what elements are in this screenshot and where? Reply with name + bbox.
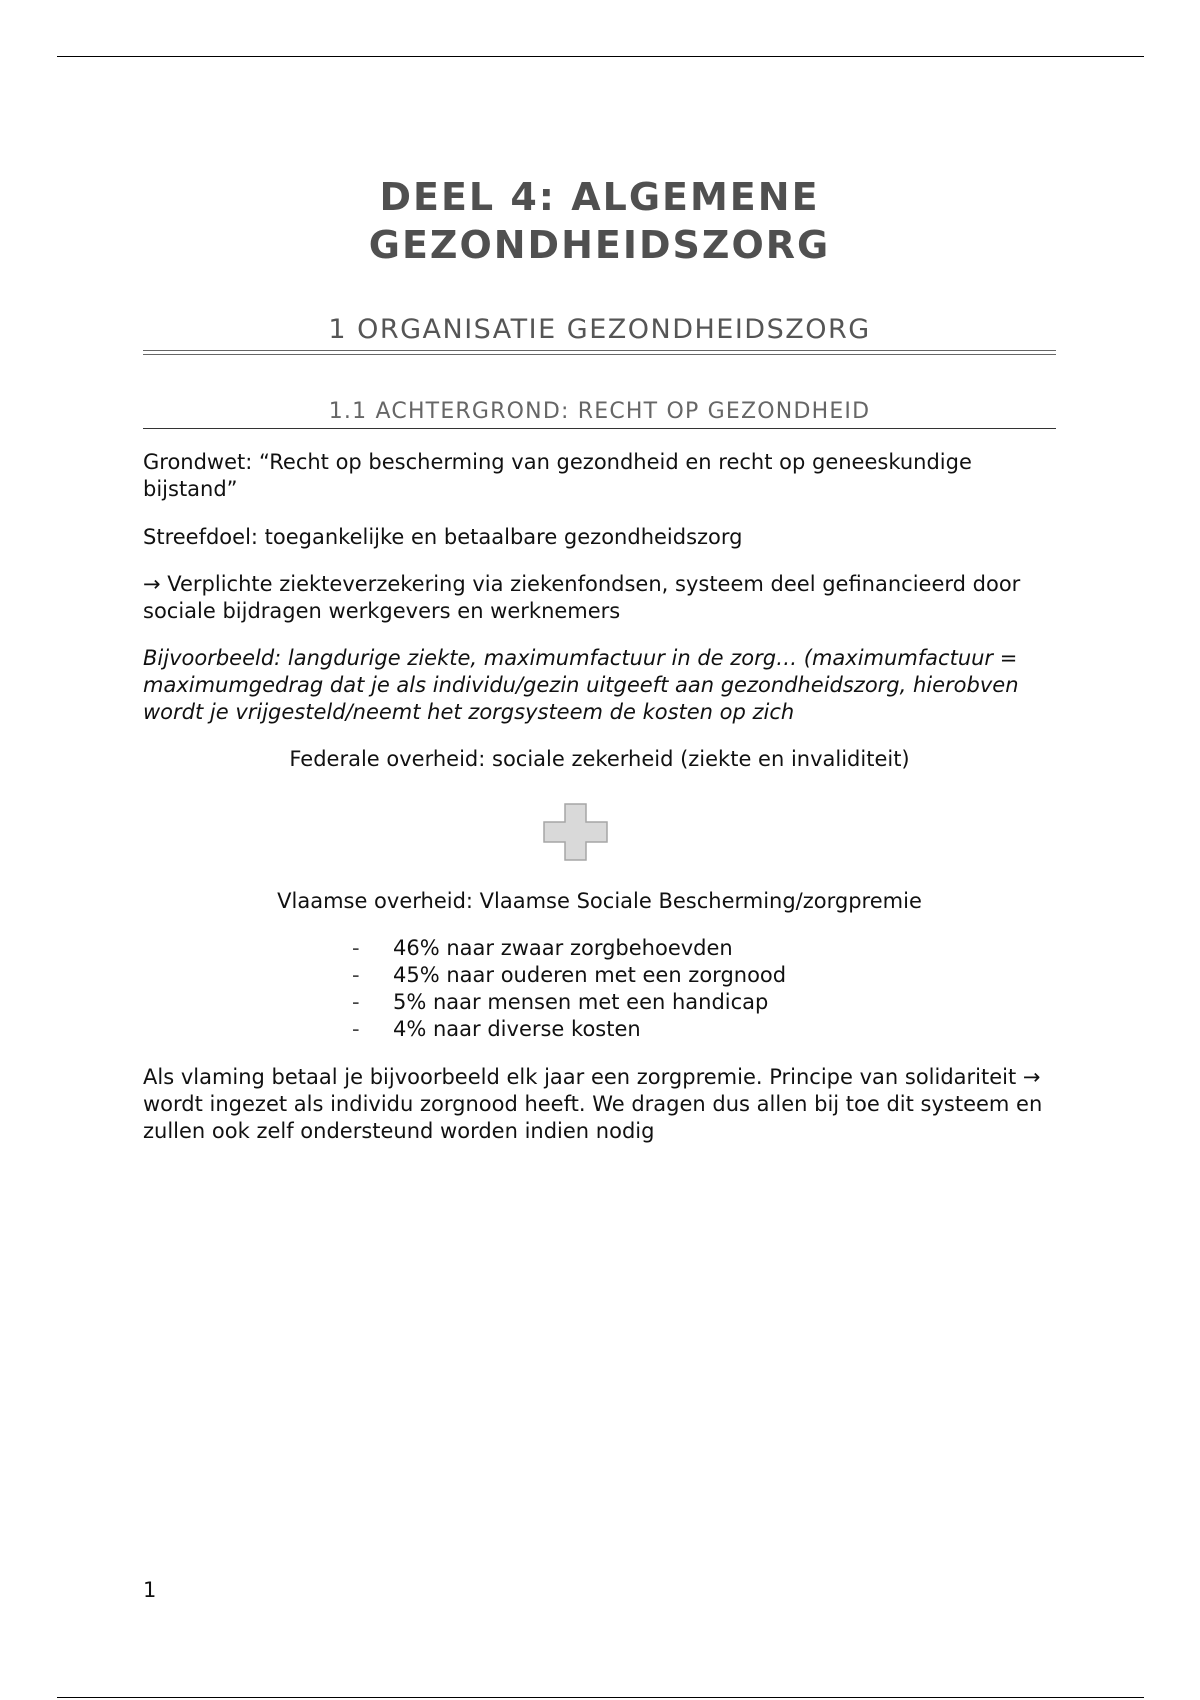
list-item-text: 4% naar diverse kosten <box>393 1017 641 1041</box>
list-bullet: - <box>352 963 360 987</box>
paragraph-federale: Federale overheid: sociale zekerheid (ziekte en invaliditeit) <box>289 747 910 771</box>
list-item-text: 46% naar zwaar zorgbehoevden <box>393 936 733 960</box>
paragraph-verplichte: → Verplichte ziekteverzekering via ziekenfondsen, systeem deel gefinancieerd door sociale bijdragen werkgevers en werknemers <box>143 572 1021 623</box>
paragraph-vlaming: Als vlaming betaal je bijvoorbeeld elk jaar een zorgpremie. Principe van solidariteit → wordt ingezet als individu zorgnood heeft. We dragen dus allen bij toe dit systeem en zullen ook zelf ondersteund worden indien nodig <box>143 1065 1043 1143</box>
list-item <box>352 962 786 989</box>
list-item <box>352 1016 786 1043</box>
footer-rule <box>57 1697 1144 1698</box>
page-number: 1 <box>143 1578 157 1602</box>
allocation-list <box>352 935 786 1043</box>
list-bullet: - <box>352 990 360 1014</box>
title-line-2: GEZONDHEIDSZORG <box>368 223 831 267</box>
plus-icon <box>543 803 609 861</box>
heading-2: 1.1 ACHTERGROND: RECHT OP GEZONDHEID <box>328 399 871 424</box>
paragraph-bijvoorbeeld: Bijvoorbeeld: langdurige ziekte, maximumfactuur in de zorg… (maximumfactuur = maximumgedrag dat je als individu/gezin uitgeeft aan gezondheidszorg, hierobven wordt je vrijgesteld/neemt het zorgsysteem de kosten op zich <box>143 646 1019 724</box>
list-bullet: - <box>352 936 360 960</box>
document-title <box>143 173 1056 269</box>
heading-1-rule <box>143 350 1056 355</box>
title-line-1: DEEL 4: ALGEMENE <box>379 175 820 219</box>
heading-1: 1 ORGANISATIE GEZONDHEIDSZORG <box>328 314 871 345</box>
header-rule <box>57 56 1144 57</box>
list-bullet: - <box>352 1017 360 1041</box>
paragraph-vlaamse: Vlaamse overheid: Vlaamse Sociale Bescherming/zorgpremie <box>277 889 922 913</box>
paragraph-grondwet: Grondwet: “Recht op bescherming van gezondheid en recht op geneeskundige bijstand” <box>143 450 972 501</box>
list-item-text: 45% naar ouderen met een zorgnood <box>393 963 787 987</box>
paragraph-streefdoel: Streefdoel: toegankelijke en betaalbare gezondheidszorg <box>143 525 743 549</box>
list-item-text: 5% naar mensen met een handicap <box>393 990 769 1014</box>
list-item <box>352 935 786 962</box>
list-item <box>352 989 786 1016</box>
heading-2-rule <box>143 428 1056 429</box>
